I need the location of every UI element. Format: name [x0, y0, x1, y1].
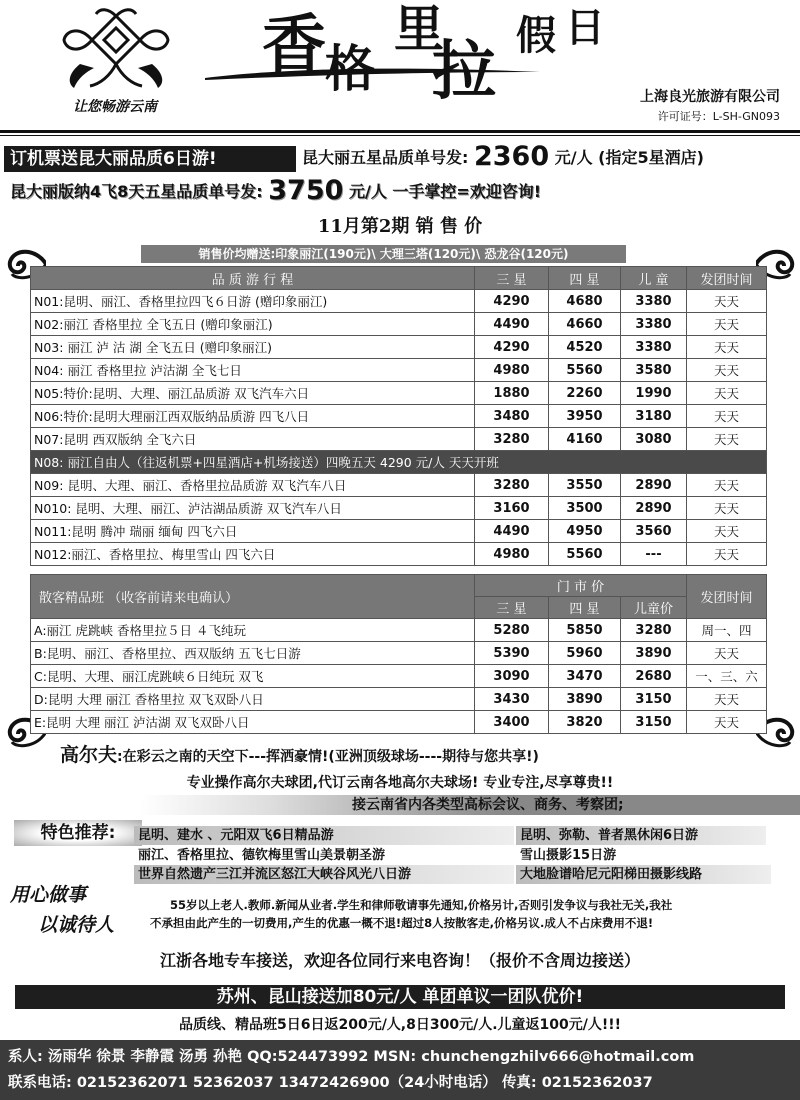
- departure: 天天: [687, 688, 767, 711]
- departure: 天天: [687, 359, 767, 382]
- featured-item: 世界自然遗产三江并流区怒江大峡谷风光八日游: [134, 865, 514, 884]
- table-row: [31, 688, 767, 711]
- column-header: 三 星: [475, 267, 549, 290]
- tour-name: N02:丽江 香格里拉 全飞五日 (赠印象丽江): [31, 313, 475, 336]
- meeting-bar: 接云南省内各类型高标会议、商务、考察团;: [140, 795, 800, 815]
- departure: 周一、四: [687, 619, 767, 642]
- golf-title: 高尔夫: [60, 744, 118, 766]
- price-child: 3150: [621, 711, 687, 734]
- departure: 天天: [687, 336, 767, 359]
- promo-1-suffix: 元/人 (指定5星酒店): [554, 148, 704, 167]
- departure: 天天: [687, 520, 767, 543]
- transfer-price-bar: 苏州、昆山接送加80元/人 单团单议一团队优价!: [15, 985, 785, 1009]
- price-4-star: 3550: [549, 474, 621, 497]
- price-3-star: 3480: [475, 405, 549, 428]
- column-header: 四 星: [549, 597, 621, 619]
- brand-char-3: 里: [394, 0, 444, 58]
- featured-item: 昆明、建水 、元阳双飞6日精品游: [134, 826, 514, 845]
- quality-tour-table: [30, 266, 767, 566]
- tour-name: N012:丽江、香格里拉、梅里雪山 四飞六日: [31, 543, 475, 566]
- brand-char-5: 假: [516, 12, 556, 59]
- golf-service-line: 专业操作高尔夫球团,代订云南各地高尔夫球场! 专业专注,尽享尊贵!!: [186, 775, 614, 791]
- price-child: 3890: [621, 642, 687, 665]
- table-row: [31, 336, 767, 359]
- table-row: [31, 405, 767, 428]
- contact-bar: [0, 1040, 800, 1100]
- departure: 天天: [687, 405, 767, 428]
- free-travel-offer: N08: 丽江自由人（往返机票+四星酒店+机场接送）四晚五天 4290 元/人 天天开班: [31, 451, 767, 474]
- departure: 天天: [687, 474, 767, 497]
- price-3-star: 3090: [475, 665, 549, 688]
- table-row: [31, 543, 767, 566]
- departure: 天天: [687, 711, 767, 734]
- brand-char-6: 日: [565, 4, 605, 51]
- tour-name: N09: 昆明、大理、丽江、香格里拉品质游 双飞汽车八日: [31, 474, 475, 497]
- featured-item: 昆明、弥勒、普者黑休闲6日游: [516, 826, 766, 845]
- boutique-tour-table: [30, 574, 767, 734]
- tour-name: N07:昆明 西双版纳 全飞六日: [31, 428, 475, 451]
- price-4-star: 5960: [549, 642, 621, 665]
- slogan-line-2: 以诚待人: [38, 914, 115, 936]
- departure: 天天: [687, 642, 767, 665]
- table-header-row: [31, 575, 767, 597]
- promo-line-2: [10, 174, 790, 208]
- price-3-star: 1880: [475, 382, 549, 405]
- departure: 天天: [687, 313, 767, 336]
- price-child: 3560: [621, 520, 687, 543]
- slogan: [10, 880, 150, 955]
- price-4-star: 3950: [549, 405, 621, 428]
- table-row-highlight: [31, 451, 767, 474]
- header-divider-thin: [0, 135, 800, 136]
- departure: 天天: [687, 290, 767, 313]
- price-4-star: 3500: [549, 497, 621, 520]
- featured-label: 特色推荐:: [14, 820, 142, 846]
- tour-name: C:昆明、大理、丽江虎跳峡６日纯玩 双飞: [31, 665, 475, 688]
- departure-header: 发团时间: [687, 575, 767, 619]
- promo-1-price: 2360: [473, 141, 550, 172]
- price-4-star: 2260: [549, 382, 621, 405]
- license-number: 许可证号：L-SH-GN093: [657, 110, 780, 123]
- tour-name: N04: 丽江 香格里拉 泸沽湖 全飞七日: [31, 359, 475, 382]
- price-child: 2890: [621, 474, 687, 497]
- price-4-star: 4950: [549, 520, 621, 543]
- notice-line-1: 55岁以上老人.教师.新闻从业者.学生和律师敬请事先通知,价格另计,否则引发争议与我社无关,我社: [170, 898, 673, 912]
- price-4-star: 5560: [549, 543, 621, 566]
- boutique-title: 散客精品班 （收客前请来电确认）: [31, 575, 475, 619]
- promo-1-label: 昆大丽五星品质单号发:: [302, 148, 469, 167]
- table-row: [31, 665, 767, 688]
- price-3-star: 5390: [475, 642, 549, 665]
- column-header: 三 星: [475, 597, 549, 619]
- price-3-star: 4290: [475, 290, 549, 313]
- golf-headline: [60, 740, 800, 767]
- table-row: [31, 619, 767, 642]
- promo-2-suffix: 元/人 一手掌控=欢迎咨询!: [348, 182, 542, 201]
- departure: 天天: [687, 497, 767, 520]
- brand-char-2: 格: [325, 39, 375, 98]
- price-child: 3150: [621, 688, 687, 711]
- tour-name: N03: 丽江 泸 沽 湖 全飞五日 (赠印象丽江): [31, 336, 475, 359]
- price-child: 3380: [621, 290, 687, 313]
- gift-bar: 销售价均赠送:印象丽江(190元)\ 大理三塔(120元)\ 恐龙谷(120元): [141, 245, 626, 263]
- endless-knot-logo-icon: [60, 6, 172, 90]
- departure: 一、三、六: [687, 665, 767, 688]
- column-header: 品 质 游 行 程: [31, 267, 475, 290]
- featured-item: 大地脸谱哈尼元阳梯田摄影线路: [516, 865, 771, 884]
- featured-item: 丽江、香格里拉、德钦梅里雪山美景朝圣游: [138, 848, 386, 863]
- contact-phones: 联系电话: 02152362071 52362037 13472426900（24小时电话） 传真: 02152362037: [8, 1075, 653, 1091]
- price-3-star: 4980: [475, 359, 549, 382]
- price-3-star: 4490: [475, 520, 549, 543]
- tour-name: N010: 昆明、大理、丽江、泸沽湖品质游 双飞汽车八日: [31, 497, 475, 520]
- price-child: 2680: [621, 665, 687, 688]
- price-child: 3380: [621, 313, 687, 336]
- price-3-star: 4490: [475, 313, 549, 336]
- price-child: ---: [621, 543, 687, 566]
- price-4-star: 3470: [549, 665, 621, 688]
- slogan-line-1: 用心做事: [10, 884, 87, 906]
- logo-caption: 让您畅游云南: [73, 99, 157, 115]
- tour-name: B:昆明、丽江、香格里拉、西双版纳 五飞七日游: [31, 642, 475, 665]
- column-header: 儿童价: [621, 597, 687, 619]
- tour-name: N011:昆明 腾冲 瑞丽 缅甸 四飞六日: [31, 520, 475, 543]
- price-3-star: 5280: [475, 619, 549, 642]
- price-3-star: 4290: [475, 336, 549, 359]
- contact-people: 系人: 汤雨华 徐景 李静霞 汤勇 孙艳 QQ:524473992 MSN: chunchengzhilv666@hotmail.com: [8, 1049, 695, 1065]
- promo-2-price: 3750: [268, 175, 344, 206]
- departure: 天天: [687, 543, 767, 566]
- table-row: [31, 474, 767, 497]
- table-row: [31, 313, 767, 336]
- notice-text: [150, 896, 790, 932]
- table-row: [31, 428, 767, 451]
- price-child: 1990: [621, 382, 687, 405]
- price-3-star: 3400: [475, 711, 549, 734]
- table-header-row: [31, 267, 767, 290]
- price-4-star: 5850: [549, 619, 621, 642]
- price-4-star: 5560: [549, 359, 621, 382]
- market-price-header: 门 市 价: [475, 575, 687, 597]
- column-header: 发团时间: [687, 267, 767, 290]
- tour-name: D:昆明 大理 丽江 香格里拉 双飞双卧八日: [31, 688, 475, 711]
- brand-char-1: 香: [262, 8, 326, 83]
- departure: 天天: [687, 382, 767, 405]
- table-row: [31, 642, 767, 665]
- table-row: [31, 711, 767, 734]
- price-4-star: 4680: [549, 290, 621, 313]
- price-3-star: 3280: [475, 474, 549, 497]
- column-header: 四 星: [549, 267, 621, 290]
- price-child: 3280: [621, 619, 687, 642]
- price-4-star: 4520: [549, 336, 621, 359]
- table-row: [31, 359, 767, 382]
- notice-line-2: 不承担由此产生的一切费用,产生的优惠一概不退!超过8人按散客走,价格另议.成人不占床费用不退!: [150, 916, 654, 930]
- transfer-line: 江浙各地专车接送，欢迎各位同行来电咨询！（报价不含周边接送）: [159, 951, 640, 970]
- price-3-star: 3280: [475, 428, 549, 451]
- price-child: 3180: [621, 405, 687, 428]
- price-child: 3080: [621, 428, 687, 451]
- tour-name: E:昆明 大理 丽江 泸沽湖 双飞双卧八日: [31, 711, 475, 734]
- departure: 天天: [687, 428, 767, 451]
- table-row: [31, 497, 767, 520]
- price-child: 2890: [621, 497, 687, 520]
- price-4-star: 3820: [549, 711, 621, 734]
- promo-2-label: 昆大丽版纳4飞8天五星品质单号发:: [10, 182, 263, 201]
- tour-name: A:丽江 虎跳峡 香格里拉５日 ４飞纯玩: [31, 619, 475, 642]
- tour-name: N01:昆明、丽江、香格里拉四飞６日游 (赠印象丽江): [31, 290, 475, 313]
- column-header: 儿 童: [621, 267, 687, 290]
- period-title: 11月第2期 销 售 价: [317, 216, 483, 237]
- rebate-line: 品质线、精品班5日6日返200元/人,8日300元/人.儿童返100元/人!!!: [178, 1017, 622, 1033]
- company-name: 上海良光旅游有限公司: [640, 89, 780, 105]
- price-child: 3380: [621, 336, 687, 359]
- price-3-star: 4980: [475, 543, 549, 566]
- golf-tagline: :在彩云之南的天空下---挥洒豪情!(亚洲顶级球场----期待与您共享!): [117, 749, 539, 765]
- table-row: [31, 290, 767, 313]
- promo-badge: 订机票送昆大丽品质6日游!: [4, 146, 296, 172]
- price-3-star: 3160: [475, 497, 549, 520]
- price-child: 3580: [621, 359, 687, 382]
- featured-item: 雪山摄影15日游: [520, 848, 617, 863]
- price-4-star: 4660: [549, 313, 621, 336]
- header-divider: [0, 130, 800, 133]
- table-row: [31, 520, 767, 543]
- promo-line-1: [302, 140, 797, 174]
- price-4-star: 3890: [549, 688, 621, 711]
- tour-name: N05:特价:昆明、大理、丽江品质游 双飞汽车六日: [31, 382, 475, 405]
- brand-char-4: 拉: [432, 34, 496, 109]
- table-row: [31, 382, 767, 405]
- price-4-star: 4160: [549, 428, 621, 451]
- price-3-star: 3430: [475, 688, 549, 711]
- tour-name: N06:特价:昆明大理丽江西双版纳品质游 四飞八日: [31, 405, 475, 428]
